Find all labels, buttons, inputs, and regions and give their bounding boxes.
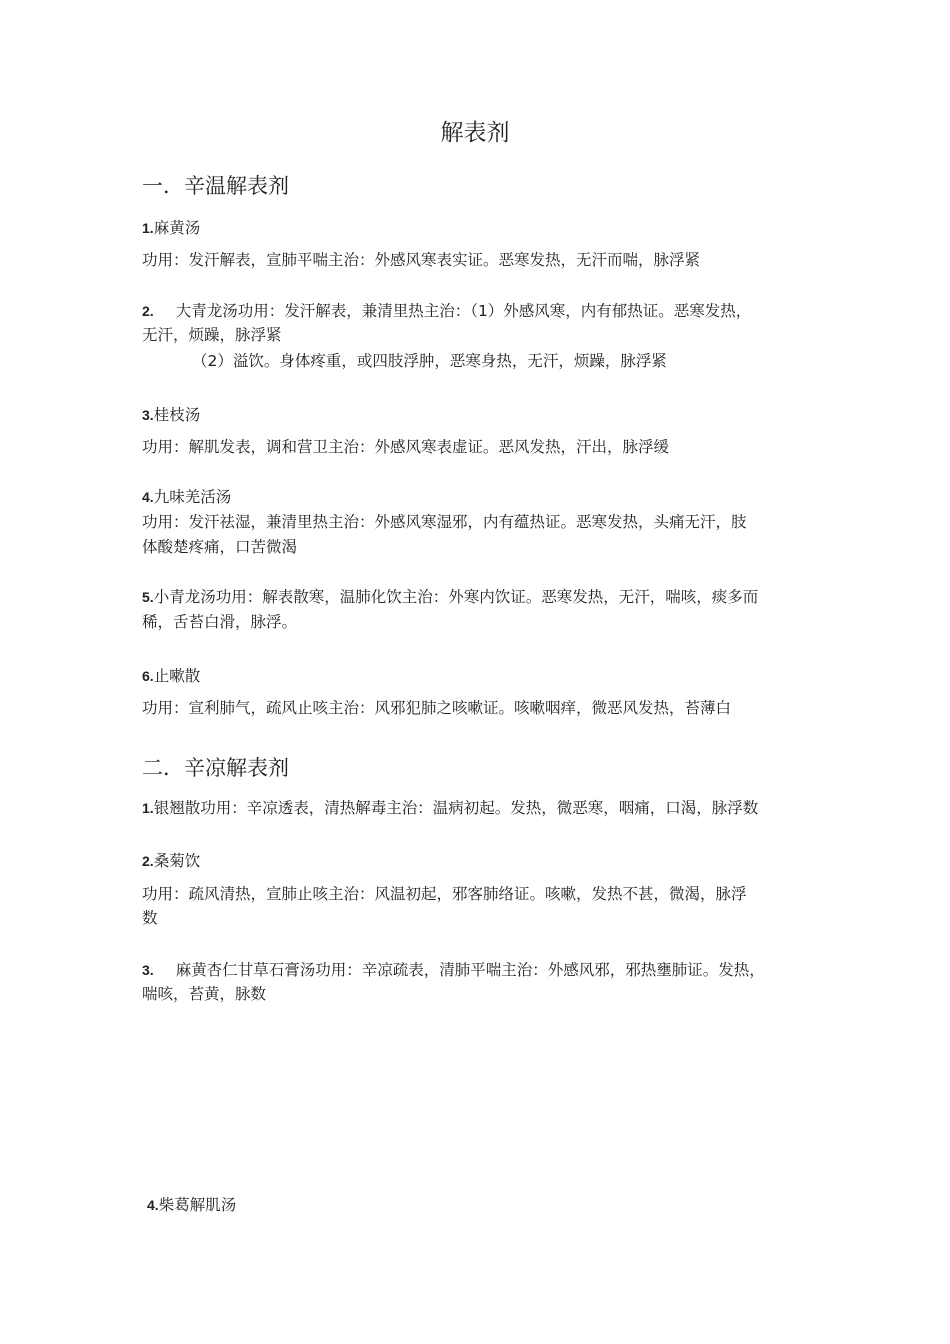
formula-name: 麻黄汤 [153, 219, 201, 237]
formula-description: 功用：疏风清热，宣肺止咳主治：风温初起，邪客肺络证。咳嗽，发热不甚，微渴，脉浮 [142, 885, 747, 903]
formula-description-cont: （2）溢饮。身体疼重，或四肢浮肿，恶寒身热，无汗，烦躁，脉浮紧 [192, 352, 667, 370]
formula-number: 1. [142, 220, 154, 236]
formula-name: 桂枝汤 [153, 406, 201, 424]
formula-description-cont: 喘咳，苔黄，脉数 [142, 985, 267, 1003]
formula-description: 功用：宣利肺气，疏风止咳主治：风邪犯肺之咳嗽证。咳嗽咽痒，微恶风发热，苔薄白 [142, 699, 732, 717]
formula-name: 九味羌活汤 [153, 488, 232, 506]
formula-number: 6. [142, 668, 154, 684]
formula-number: 2. [142, 303, 154, 319]
formula-number: 2. [142, 853, 154, 869]
formula-description: 功用：发汗解表，宣肺平喘主治：外感风寒表实证。恶寒发热，无汗而喘，脉浮紧 [142, 251, 701, 269]
formula-heading [142, 405, 200, 425]
formula-heading [142, 666, 200, 686]
formula-heading [147, 1195, 236, 1215]
formula-description-cont: 数 [142, 909, 158, 927]
formula-name: 柴葛解肌汤 [158, 1196, 237, 1214]
formula-heading [142, 587, 758, 607]
formula-name: 止嗽散 [153, 667, 201, 685]
formula-name: 桑菊饮 [153, 852, 201, 870]
formula-number: 4. [142, 489, 154, 505]
formula-number: 1. [142, 800, 154, 816]
page-title: 解表剂 [440, 120, 510, 146]
formula-description-cont: 体酸楚疼痛，口苦微渴 [142, 538, 298, 556]
formula-description: 功用：发汗祛湿，兼清里热主治：外感风寒湿邪，内有蕴热证。恶寒发热，头痛无汗，肢 [142, 513, 747, 531]
formula-heading [142, 301, 751, 321]
formula-description-cont: 稀，舌苔白滑，脉浮。 [142, 613, 298, 631]
formula-description: 功用：解肌发表，调和营卫主治：外感风寒表虚证。恶风发热，汗出，脉浮缓 [142, 438, 670, 456]
formula-heading [142, 851, 200, 871]
formula-number: 4. [147, 1197, 159, 1213]
section-heading-warm: 一．辛温解表剂 [142, 174, 289, 198]
formula-number: 3. [142, 407, 154, 423]
formula-heading [142, 487, 231, 507]
formula-heading [142, 960, 765, 980]
formula-description-cont: 无汗，烦躁，脉浮紧 [142, 326, 282, 344]
formula-description: 大青龙汤功用：发汗解表，兼清里热主治：（1）外感风寒，内有郁热证。恶寒发热， [175, 302, 752, 320]
formula-heading [142, 798, 758, 818]
formula-description: 银翘散功用：辛凉透表，清热解毒主治：温病初起。发热，微恶寒，咽痛，口渴，脉浮数 [153, 799, 759, 817]
formula-number: 3. [142, 962, 154, 978]
formula-description: 麻黄杏仁甘草石膏汤功用：辛凉疏表，清肺平喘主治：外感风邪，邪热壅肺证。发热， [175, 961, 765, 979]
formula-description: 小青龙汤功用：解表散寒，温肺化饮主治：外寒内饮证。恶寒发热，无汗，喘咳，痰多而 [153, 588, 759, 606]
formula-heading [142, 218, 200, 238]
formula-number: 5. [142, 589, 154, 605]
section-heading-cool: 二．辛凉解表剂 [142, 756, 289, 780]
